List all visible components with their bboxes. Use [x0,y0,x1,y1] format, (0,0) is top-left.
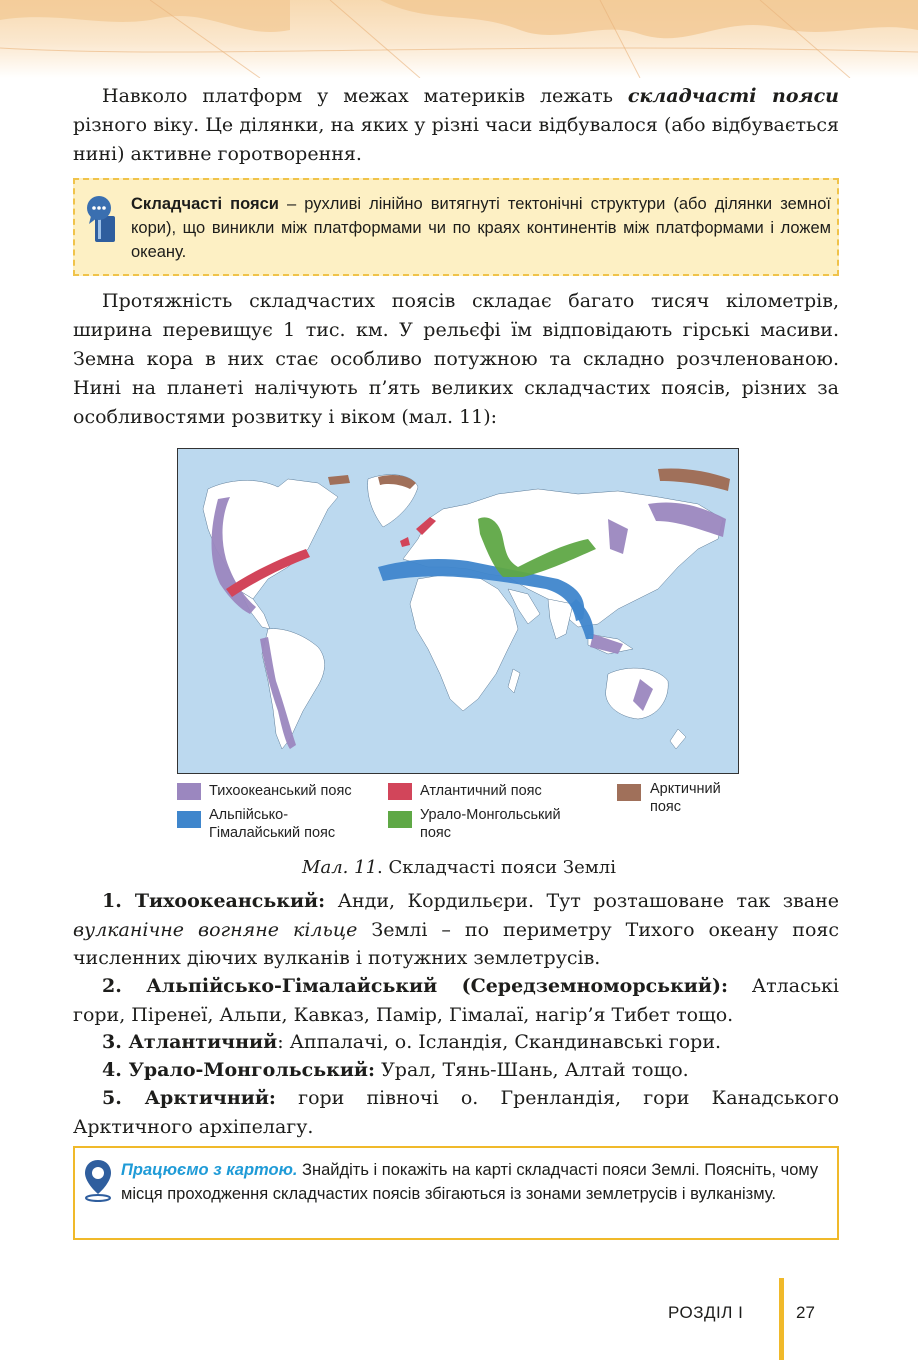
legend-swatch-alpine [177,811,201,828]
footer-section-label: РОЗДІЛ І [668,1303,744,1322]
legend-swatch-pacific [177,783,201,800]
belt-item-alpine: 2. Альпійсько-Гімалайський (Середземноморський): Атлаські гори, Піренеї, Альпи, Кавказ, Памір, Гімалаї, нагір’я Тибет тощо. [73,975,840,1026]
legend-swatch-ural [388,811,412,828]
legend-label-atlantic: Атлантичний пояс [420,783,542,799]
task-title: Працюємо з картою. [121,1161,298,1179]
definition-box [73,178,839,276]
legend-label-pacific: Тихоокеанський пояс [209,783,352,799]
banner-map-art [0,0,918,78]
legend-swatch-arctic [617,784,641,801]
belt-item-pacific: 1. Тихоокеанський: Анди, Кордильєри. Тут розташоване так зване вулканічне вогняне кільце Землі – по периметру Тихого океану пояс численних діючих вулканів і потужних землетрусів. [73,890,840,969]
belt-item-atlantic: 3. Атлантичний: Аппалачі, о. Ісландія, Скандинавські гори. [102,1031,722,1053]
belt-item-arctic: 5. Арктичний: гори півночі о. Гренландія, гори Канадського Арктичного архіпелагу. [73,1087,840,1138]
speech-book-icon [85,194,119,244]
definition-term: Складчасті пояси [131,195,279,213]
figure-label: Мал. 11 [302,857,378,878]
world-map-svg [178,449,739,774]
term-fold-belts: складчасті пояси [627,85,839,107]
paragraph-belts-extent: Протяжність складчастих поясів складає багато тисяч кілометрів, ширина перевищує 1 тис. км. У рельєфі їм відповідають гірські масиви. Земна кора в них стає особливо потужною та складно розчленованою. Нині на планеті налічують п’ять великих складчастих поясів, різних за особливостями розвитку і віком (мал. 11): [73,290,839,428]
map-pin-icon [83,1158,113,1202]
map-task-box [73,1146,839,1240]
page-number: 27 [796,1303,815,1322]
footer-divider-bar [779,1278,784,1360]
definition-text: Складчасті пояси – рухливі лінійно витягнуті тектонічні структури (або ділянки земної кори), що виникли між платформами чи по краях континентів між платформами і ложем океану. [131,195,831,261]
legend-label-ural: Урало-Монгольський пояс [420,807,561,841]
fold-belts-world-map [177,448,739,774]
task-text: Працюємо з картою. Знайдіть і покажіть на карті складчасті пояси Землі. Поясніть, чому місця проходження складчастих поясів збігаються із зонами землетрусів і вулканізму. [121,1161,819,1203]
intro-paragraph: Навколо платформ у межах материків лежать складчасті пояси різного віку. Це ділянки, на яких у різні часи відбувалося (або відбувається нині) активне горотворення. [73,85,839,165]
decorative-map-banner [0,0,918,78]
legend-label-arctic: Арктичний пояс [650,781,721,815]
belt-item-ural: 4. Урало-Монгольський: Урал, Тянь-Шань, Алтай тощо. [102,1059,689,1081]
figure-caption: Мал. 11. Складчасті пояси Землі [302,857,616,878]
legend-label-alpine: Альпійсько-Гімалайський пояс [209,807,336,841]
legend-swatch-atlantic [388,783,412,800]
